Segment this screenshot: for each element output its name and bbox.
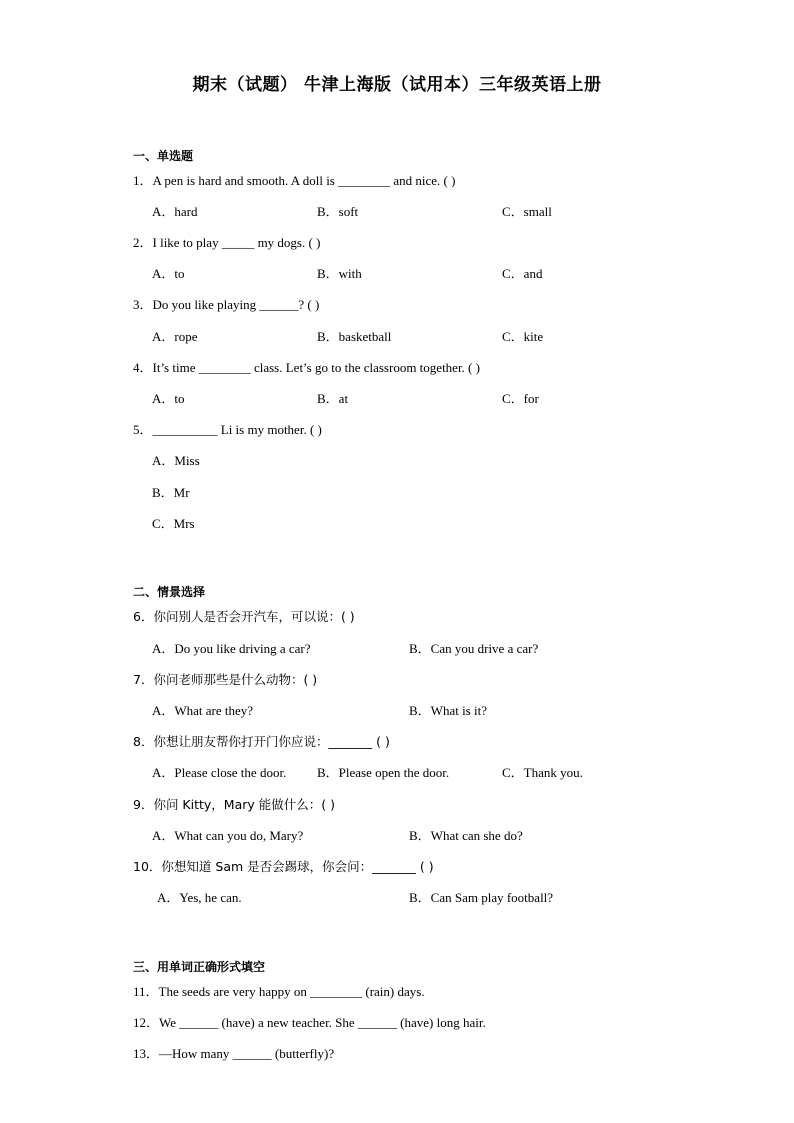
question-13: 13．—How many ______ (butterfly)? [133, 1046, 335, 1061]
question-8: 8．你想让朋友帮你打开门你应说：_______ ( ) [133, 734, 390, 749]
q6-option-b[interactable]: B．Can you drive a car? [409, 641, 539, 656]
section-heading-single-choice: 一、单选题 [133, 149, 194, 163]
q2-option-a[interactable]: A．to [152, 266, 185, 281]
question-7: 7．你问老师那些是什么动物：( ) [133, 672, 318, 687]
q8-option-b[interactable]: B．Please open the door. [317, 765, 450, 780]
q4-option-c[interactable]: C．for [502, 391, 539, 406]
q10-option-b[interactable]: B．Can Sam play football? [409, 890, 554, 905]
question-11: 11．The seeds are very happy on ________ (rain) days. [133, 984, 425, 999]
question-10: 10．你想知道 Sam 是否会踢球，你会问：_______ ( ) [133, 859, 434, 874]
q9-option-b[interactable]: B．What can she do? [409, 828, 523, 843]
q6-option-a[interactable]: A．Do you like driving a car? [152, 641, 311, 656]
q3-option-b[interactable]: B．basketball [317, 329, 392, 344]
question-3: 3．Do you like playing ______? ( ) [133, 297, 320, 312]
q1-option-a[interactable]: A．hard [152, 204, 198, 219]
q8-option-c[interactable]: C．Thank you. [502, 765, 583, 780]
question-5: 5．__________ Li is my mother. ( ) [133, 422, 322, 437]
question-9: 9．你问 Kitty，Mary 能做什么：( ) [133, 797, 335, 812]
page-title: 期末（试题） 牛津上海版（试用本）三年级英语上册 [192, 75, 602, 95]
q7-option-a[interactable]: A．What are they? [152, 703, 254, 718]
q1-option-b[interactable]: B．soft [317, 204, 359, 219]
q9-option-a[interactable]: A．What can you do, Mary? [152, 828, 304, 843]
q3-option-a[interactable]: A．rope [152, 329, 198, 344]
question-4: 4．It’s time ________ class. Let’s go to the classroom together. ( ) [133, 360, 480, 375]
question-2: 2．I like to play _____ my dogs. ( ) [133, 235, 321, 250]
q4-option-b[interactable]: B．at [317, 391, 349, 406]
q2-option-b[interactable]: B．with [317, 266, 362, 281]
q5-option-a[interactable]: A．Miss [152, 453, 200, 468]
q4-option-a[interactable]: A．to [152, 391, 185, 406]
section-heading-situational-choice: 二、情景选择 [133, 585, 206, 599]
question-12: 12．We ______ (have) a new teacher. She ______ (have) long hair. [133, 1015, 486, 1030]
question-1: 1．A pen is hard and smooth. A doll is ________ and nice. ( ) [133, 173, 456, 188]
section-heading-word-form: 三、用单词正确形式填空 [133, 960, 266, 974]
q5-option-c[interactable]: C．Mrs [152, 516, 195, 531]
q3-option-c[interactable]: C．kite [502, 329, 544, 344]
q5-option-b[interactable]: B．Mr [152, 485, 190, 500]
q1-option-c[interactable]: C．small [502, 204, 552, 219]
q2-option-c[interactable]: C．and [502, 266, 543, 281]
question-6: 6．你问别人是否会开汽车，可以说：( ) [133, 609, 355, 624]
q8-option-a[interactable]: A．Please close the door. [152, 765, 287, 780]
q7-option-b[interactable]: B．What is it? [409, 703, 487, 718]
q10-option-a[interactable]: A．Yes, he can. [157, 890, 242, 905]
